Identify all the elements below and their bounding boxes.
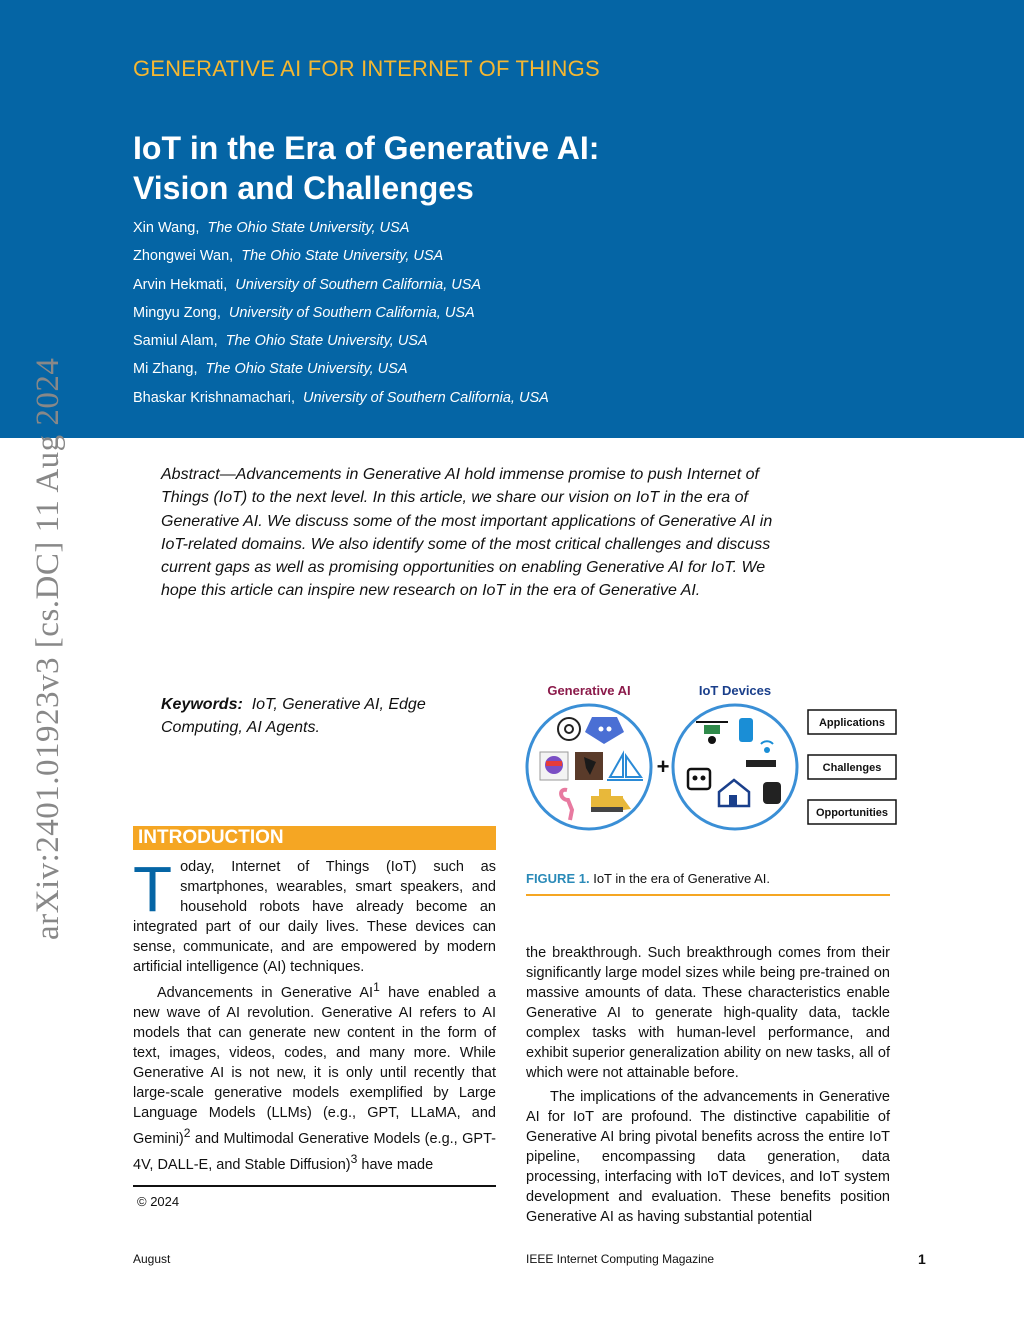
drone-icon — [696, 722, 728, 744]
footnote-ref-1[interactable]: 1 — [373, 980, 380, 994]
intro-paragraph-2 — [133, 977, 496, 1174]
author-entry — [133, 248, 549, 276]
author-name: Samiul Alam, — [133, 333, 218, 350]
right-paragraph-2: The implications of the advancements in Generative AI for IoT are profound. The distinctive capabilitie of Generative AI bring pivotal benefits across the entire IoT pipeline, encompassing data generation, data processing, interfacing with IoT devices, and IoT system development and evaluation. These benefits position Generative AI as having substantial potential — [526, 1089, 890, 1225]
title-line-2: Vision and Challenges — [133, 170, 474, 206]
author-name: Mingyu Zong, — [133, 304, 221, 321]
author-name: Arvin Hekmati, — [133, 276, 228, 293]
figure-label-generative-ai: Generative AI — [547, 683, 631, 698]
intro-para1-text: oday, Internet of Things (IoT) such as smartphones, wearables, smart speakers, and household robots have already become an integrated part of our daily lives. These devices can sense, communicate, and are empowered by modern artificial intelligence (AI) techniques. — [133, 859, 496, 975]
openai-logo-icon — [558, 718, 580, 740]
intro-para2-text-b: have enabled a new wave of AI revolution. Generative AI refers to AI models that can generate new content in the form of text, images, videos, codes, and many more. While Generative AI is not new, it is only until recently that large-scale generative models exemplified by Large Language Models (LLMs) (e.g., GPT, LLaMA, and Gemini) — [133, 984, 496, 1147]
intro-para2-text-d: have made — [357, 1156, 434, 1173]
footer-month: August — [133, 1252, 171, 1266]
iot-devices-circle — [673, 705, 797, 829]
router-icon — [746, 760, 776, 767]
author-affiliation: University of Southern California, USA — [303, 389, 549, 406]
wifi-antenna-icon — [761, 741, 773, 753]
footer-journal: IEEE Internet Computing Magazine — [526, 1252, 715, 1266]
section-tag: GENERATIVE AI FOR INTERNET OF THINGS — [133, 56, 600, 81]
author-list — [133, 220, 549, 418]
robot-face-icon — [688, 769, 710, 789]
author-affiliation: The Ohio State University, USA — [207, 220, 410, 236]
keywords-text: IoT, Generative AI, Edge Computing, AI Agents. — [161, 696, 426, 737]
challenges-label: Challenges — [822, 762, 882, 774]
figure-rule — [526, 894, 890, 896]
llama-logo-icon — [585, 717, 624, 744]
footnote-ref-2[interactable]: 2 — [183, 1125, 191, 1140]
figure-caption — [526, 871, 770, 886]
flamingo-icon — [561, 790, 572, 820]
sailboat-icon — [607, 754, 643, 780]
author-entry — [133, 305, 549, 333]
paper-title — [133, 128, 833, 208]
author-affiliation: University of Southern California, USA — [228, 304, 475, 321]
keywords — [161, 693, 491, 740]
intro-para2-text-a: Advancements in Generative AI — [157, 984, 374, 1001]
figure-caption-text: IoT in the era of Generative AI. — [593, 871, 771, 886]
page-number: 1 — [918, 1251, 926, 1267]
footnote-rule — [133, 1185, 496, 1187]
plus-sign: + — [656, 754, 670, 779]
author-entry — [133, 333, 549, 361]
author-entry — [133, 277, 549, 305]
smartwatch-icon — [763, 782, 781, 804]
figure-label-iot-devices: IoT Devices — [698, 683, 772, 698]
dropcap: T — [133, 853, 173, 925]
smartphone-icon — [739, 718, 753, 742]
abstract: Abstract—Advancements in Generative AI hold immense promise to push Internet of Things (IoT) to the next level. In this article, we share our vision on IoT in the era of Generative AI. We discuss some of the most important applications of Generative AI in IoT-related domains. We also identify some of the most critical challenges and discuss current gaps as well as promising opportunities on enabling Generative AI for IoT. We hope this article can inspire new research on IoT in the era of Generative AI. — [161, 466, 773, 600]
author-affiliation: The Ohio State University, USA — [225, 333, 428, 350]
header-band — [0, 0, 1024, 438]
intro-paragraph-1 — [133, 853, 496, 977]
keywords-label: Keywords: — [161, 696, 243, 713]
arxiv-side-label: arXiv:2401.01923v3 [cs.DC] 11 Aug 2024 — [30, 357, 66, 940]
author-entry — [133, 361, 549, 389]
author-affiliation: The Ohio State University, USA — [205, 361, 408, 378]
right-column-body — [526, 943, 890, 1227]
opportunities-label: Opportunities — [815, 807, 889, 819]
bulldozer-icon — [591, 789, 631, 812]
introduction-heading: INTRODUCTION — [133, 826, 496, 850]
smart-home-icon — [719, 780, 749, 806]
footnote-ref-3[interactable]: 3 — [350, 1151, 358, 1166]
author-entry — [133, 220, 549, 248]
author-name: Xin Wang, — [133, 220, 200, 236]
figure-1 — [520, 676, 904, 840]
figure-caption-label: FIGURE 1. — [526, 871, 590, 886]
author-affiliation: The Ohio State University, USA — [241, 248, 444, 265]
author-entry — [133, 390, 549, 418]
author-name: Bhaskar Krishnamachari, — [133, 389, 295, 406]
midjourney-logo-icon — [575, 752, 603, 780]
bard-mascot-icon — [540, 752, 568, 780]
author-name: Zhongwei Wan, — [133, 248, 234, 265]
applications-label: Applications — [818, 717, 886, 729]
copyright: © 2024 — [137, 1194, 180, 1209]
author-name: Mi Zhang, — [133, 361, 198, 378]
introduction-body — [133, 853, 496, 1174]
title-line-1: IoT in the Era of Generative AI: — [133, 130, 600, 166]
author-affiliation: University of Southern California, USA — [235, 276, 482, 293]
right-paragraph-1: the breakthrough. Such breakthrough comes from their significantly large model sizes while being pre-trained on massive amounts of data. These characteristics enable Generative AI to generate high-quality data, tackle complex tasks with human-level performance, and exhibit superior generalization ability on new tasks, all of which were not attainable before. — [526, 945, 890, 1081]
intro-para2-text-c: and Multimodal Generative Models (e.g., GPT-4V, DALL-E, and Stable Diffusion) — [133, 1130, 496, 1173]
